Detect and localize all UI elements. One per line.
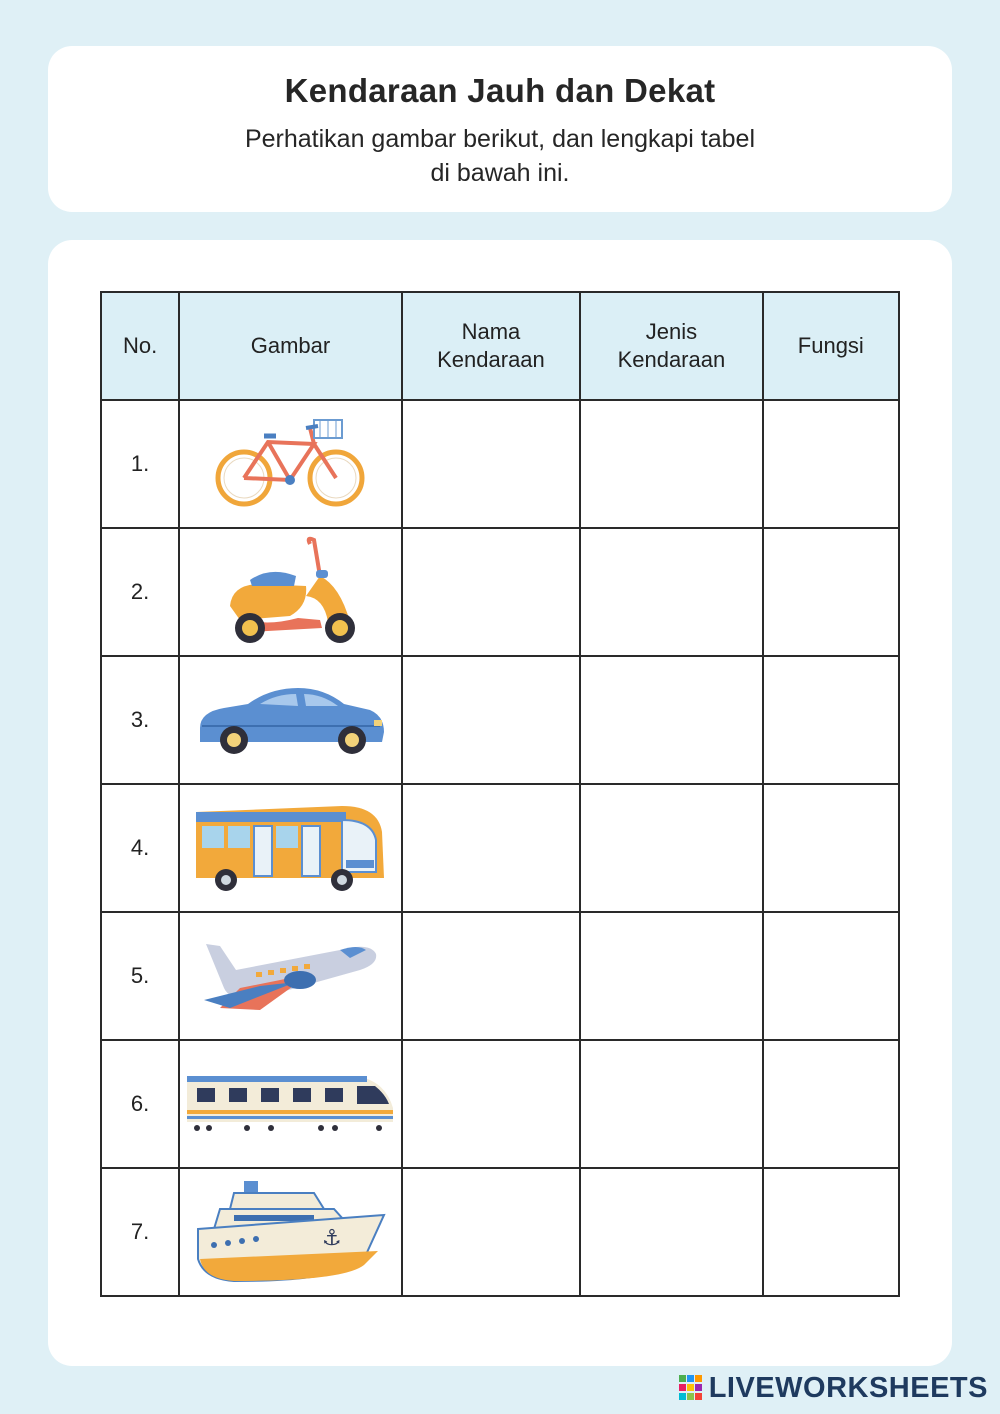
table-row	[101, 912, 899, 1040]
row-number: 4.	[101, 784, 179, 912]
fungsi-input[interactable]	[763, 1040, 899, 1168]
jenis-kendaraan-input[interactable]	[580, 400, 762, 528]
row-number: 2.	[101, 528, 179, 656]
jenis-kendaraan-input[interactable]	[580, 1040, 762, 1168]
header-row	[101, 292, 899, 400]
jenis-kendaraan-input[interactable]	[580, 528, 762, 656]
row-number: 1.	[101, 400, 179, 528]
car-icon	[194, 682, 386, 758]
liveworksheets-logo-icon	[679, 1375, 703, 1401]
header-gambar: Gambar	[179, 292, 402, 400]
vehicle-image-cell	[179, 912, 402, 1040]
header-no: No.	[101, 292, 179, 400]
page-title: Kendaraan Jauh dan Dekat	[284, 72, 716, 109]
fungsi-input[interactable]	[763, 656, 899, 784]
header-jenis-kendaraan	[580, 292, 762, 400]
bicycle-icon	[210, 414, 370, 514]
vehicle-image-cell	[179, 784, 402, 912]
header-jenis-line-1: Jenis	[645, 319, 698, 344]
fungsi-input[interactable]	[763, 784, 899, 912]
liveworksheets-logo-text: LIVEWORKSHEETS	[708, 1371, 988, 1404]
table-row	[101, 784, 899, 912]
fungsi-input[interactable]	[763, 1168, 899, 1296]
table-row	[101, 656, 899, 784]
nama-kendaraan-input[interactable]	[402, 912, 580, 1040]
row-number: 5.	[101, 912, 179, 1040]
jenis-kendaraan-input[interactable]	[580, 784, 762, 912]
header-nama-line-2: Kendaraan	[437, 347, 545, 372]
table-row	[101, 528, 899, 656]
worksheet-table	[100, 291, 900, 1297]
vehicle-image-cell	[179, 1168, 402, 1296]
table-row	[101, 1040, 899, 1168]
svg-text:⚓: ⚓	[322, 1226, 343, 1251]
scooter-icon	[210, 536, 370, 648]
fungsi-input[interactable]	[763, 528, 899, 656]
row-number: 6.	[101, 1040, 179, 1168]
table-row	[101, 1168, 899, 1296]
train-icon	[185, 1072, 395, 1136]
nama-kendaraan-input[interactable]	[402, 656, 580, 784]
row-number: 3.	[101, 656, 179, 784]
fungsi-input[interactable]	[763, 912, 899, 1040]
bus-icon	[192, 802, 388, 894]
jenis-kendaraan-input[interactable]	[580, 1168, 762, 1296]
instructions-line-1: Perhatikan gambar berikut, dan lengkapi tabel	[244, 125, 756, 153]
jenis-kendaraan-input[interactable]	[580, 912, 762, 1040]
instructions-line-2: di bawah ini.	[430, 159, 570, 187]
airplane-icon	[200, 936, 380, 1016]
vehicle-image-cell	[179, 1040, 402, 1168]
header-card	[48, 46, 952, 212]
ship-icon	[194, 1179, 386, 1285]
jenis-kendaraan-input[interactable]	[580, 656, 762, 784]
vehicle-image-cell	[179, 528, 402, 656]
nama-kendaraan-input[interactable]	[402, 528, 580, 656]
liveworksheets-logo	[679, 1372, 988, 1404]
header-nama-kendaraan	[402, 292, 580, 400]
header-jenis-line-2: Kendaraan	[617, 347, 726, 372]
fungsi-input[interactable]	[763, 400, 899, 528]
nama-kendaraan-input[interactable]	[402, 1040, 580, 1168]
nama-kendaraan-input[interactable]	[402, 1168, 580, 1296]
nama-kendaraan-input[interactable]	[402, 400, 580, 528]
nama-kendaraan-input[interactable]	[402, 784, 580, 912]
vehicle-image-cell	[179, 656, 402, 784]
table-row	[101, 400, 899, 528]
instructions	[168, 122, 832, 190]
header-fungsi: Fungsi	[763, 292, 899, 400]
header-nama-line-1: Nama	[461, 319, 521, 344]
row-number: 7.	[101, 1168, 179, 1296]
vehicle-image-cell	[179, 400, 402, 528]
